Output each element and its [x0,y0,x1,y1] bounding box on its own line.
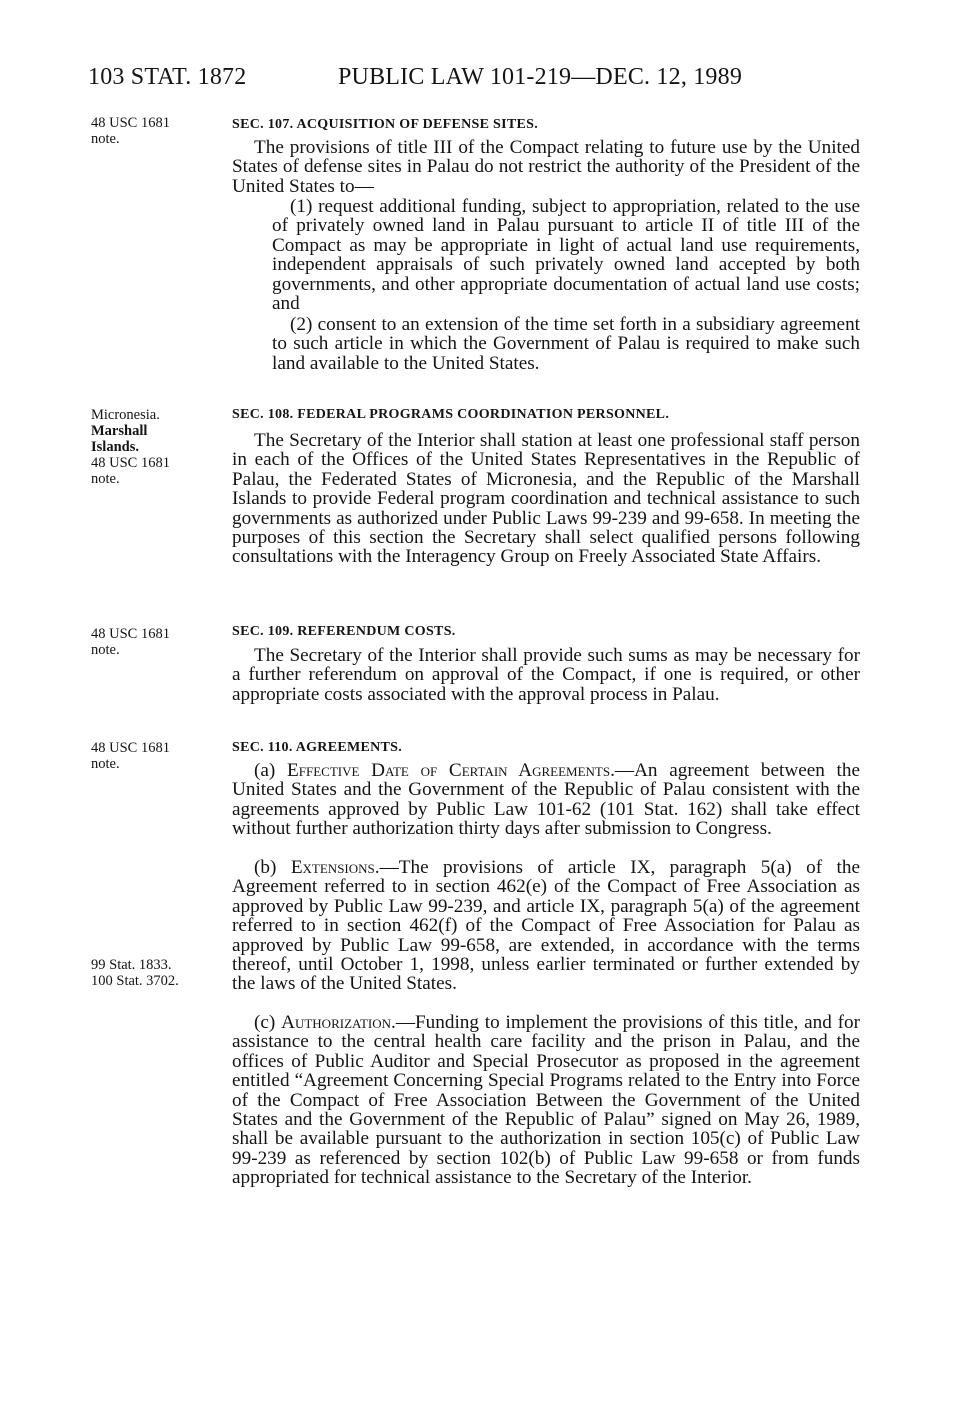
margin-note-line: Islands. [91,439,139,455]
section-110-heading: SEC. 110. AGREEMENTS. [232,740,403,755]
margin-note-sec107 [91,115,209,147]
margin-note-line: 48 USC 1681 [91,115,170,131]
margin-note-line: 100 Stat. 3702. [91,973,179,989]
section-107-heading: SEC. 107. ACQUISITION OF DEFENSE SITES. [232,117,539,132]
margin-note-line: note. [91,756,120,772]
margin-note-line: Micronesia. [91,407,160,423]
section-110-c [232,1013,860,1188]
margin-note-line: 48 USC 1681 [91,740,170,756]
section-109-heading: SEC. 109. REFERENDUM COSTS. [232,624,456,639]
margin-note-line: note. [91,471,120,487]
section-109-text: The Secretary of the Interior shall provide such sums as may be necessary for a further referendum on approval of the Compact, if one is required, or other appropriate costs associated with the approval process in Palau. [232,645,860,705]
subsection-b-label: (b) [254,857,277,878]
subsection-c-caption: Authorization. [281,1012,396,1033]
margin-note-line: 48 USC 1681 [91,455,170,471]
running-head [88,64,868,94]
subsection-b-caption: Extensions. [290,857,380,878]
margin-note-stat-refs [91,957,209,989]
subsection-c-label: (c) [254,1012,276,1033]
subsection-a-caption: Effective Date of Certain Agreements. [287,760,615,781]
margin-note-line: 48 USC 1681 [91,626,170,642]
section-108-heading: SEC. 108. FEDERAL PROGRAMS COORDINATION PERSONNEL. [232,407,670,422]
section-107-intro: The provisions of title III of the Compact relating to future use by the United States of defense sites in Palau do not restrict the authority of the President of the United States to— [232,137,860,197]
section-107-item-1: (1) request additional funding, subject to appropriation, related to the use of privately owned land in Palau pursuant to article II of title III of the Compact as may be appropriate in light of actual land use requirements, independent appraisals of such privately owned land accepted by both governments, and other appropriate documentation of actual land use costs; and [272,196,860,315]
margin-note-sec109 [91,626,209,658]
subsection-a-label: (a) [254,760,276,781]
section-110-a [232,761,860,839]
public-law-citation: PUBLIC LAW 101-219—DEC. 12, 1989 [338,64,743,90]
section-108-text: The Secretary of the Interior shall station at least one professional staff person in each of the Offices of the United States Representatives in the Republic of Palau, the Federated States of Micronesia, and the Republic of the Marshall Islands to provide Federal program coordination and technical assistance to such governments as authorized under Public Laws 99-239 and 99-658. In meeting the purposes of this section the Secretary shall select qualified persons following consultations with the Interagency Group on Freely Associated State Affairs. [232,430,860,568]
margin-note-sec108 [91,407,209,487]
subsection-c-text: —Funding to implement the provisions of this title, and for assistance to the central health care facility and the prison in Palau, and the offices of Public Auditor and Special Prosecutor as proposed in the agreement entitled “Agreement Concerning Special Programs related to the Entry into Force of the Compact of Free Association Between the Government of the United States and the Government of the Republic of Palau” signed on May 26, 1989, shall be available pursuant to the authorization in section 105(c) of Public Law 99-239 as referenced by section 102(b) of Public Law 99-658 or from funds appropriated for technical assistance to the Secretary of the Interior. [232,1012,861,1189]
section-107-item-2: (2) consent to an extension of the time set forth in a subsidiary agreement to such article in which the Government of Palau is required to make such land available to the United States. [272,314,860,374]
stat-citation: 103 STAT. 1872 [88,64,247,90]
margin-note-line: 99 Stat. 1833. [91,957,172,973]
margin-note-line: Marshall [91,423,148,439]
section-110-b [232,858,860,994]
margin-note-line: note. [91,642,120,658]
subsection-a-text: —An agreement between the United States and the Government of the Republic of Palau consistent with the agreements approved by Public Law 101-62 (101 Stat. 162) shall take effect without further authorization thirty days after submission to Congress. [232,760,860,840]
subsection-b-text: —The provisions of article IX, paragraph 5(a) of the Agreement referred to in section 462(e) of the Compact of Free Association as approved by Public Law 99-239, and article IX, paragraph 5(a) of the agreement referred to in section 462(f) of the Compact of Free Association for Palau as approved by Public Law 99-658, are extended, in accordance with the terms thereof, until October 1, 1998, unless earlier terminated or further extended by the laws of the United States. [232,857,860,995]
margin-note-sec110 [91,740,209,772]
margin-note-line: note. [91,131,120,147]
